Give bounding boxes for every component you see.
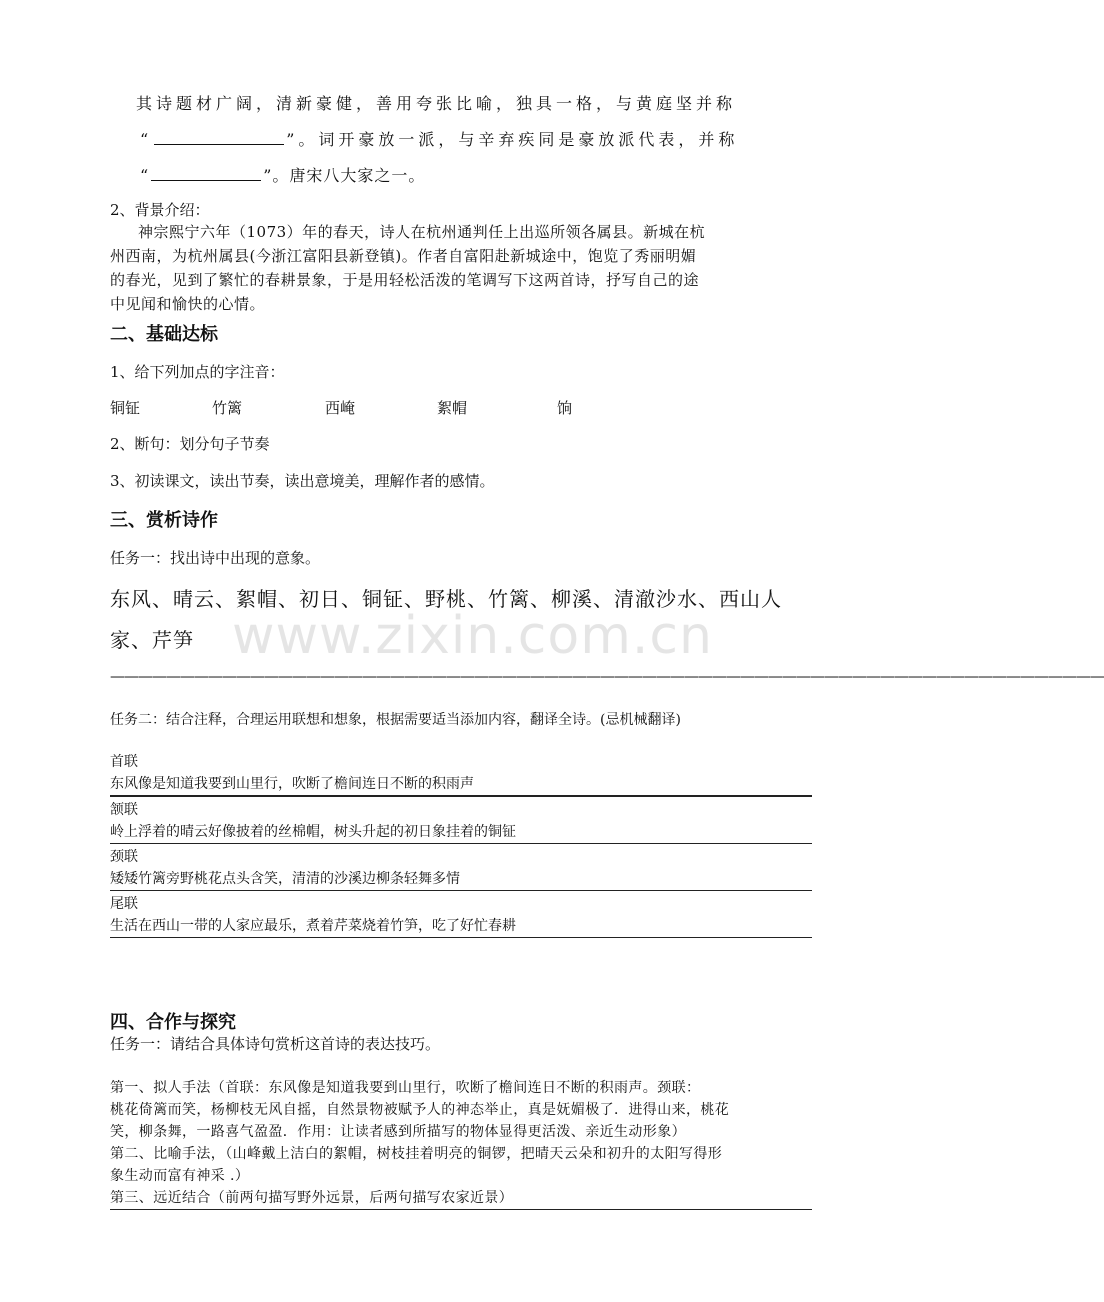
couplet-label: 尾联 [110, 896, 138, 912]
pinyin-word: 西崦 [325, 399, 356, 417]
couplet-text: 矮矮竹篱旁野桃花点头含笑，清清的沙溪边柳条轻舞多情 [110, 871, 460, 887]
question-2: 2、断句：划分句子节奏 [110, 435, 270, 453]
intro-line-3 [140, 163, 425, 186]
couplet-text: 东风像是知道我要到山里行，吹断了檐间连日不断的积雨声 [110, 776, 474, 792]
imagery-line-2: 家、芹笋 [110, 628, 194, 652]
question-1: 1、给下列加点的字注音： [110, 363, 285, 381]
table-rule [110, 1209, 812, 1210]
quote-open: “ [140, 130, 153, 149]
dashed-divider: ——————————————————————————————————————————————————————————————————————— [110, 667, 1104, 685]
background-heading: 2、背景介绍： [110, 201, 210, 219]
background-para-line: 神宗熙宁六年（1073）年的春天，诗人在杭州通判任上出巡所领各属县。新城在杭 [138, 223, 706, 241]
answer-line: 第二、比喻手法，（山峰戴上洁白的絮帽，树枝挂着明亮的铜锣，把晴天云朵和初升的太阳写得形 [110, 1146, 723, 1162]
table-rule [110, 890, 812, 891]
couplet-text: 生活在西山一带的人家应最乐，煮着芹菜烧着竹笋，吃了好忙春耕 [110, 918, 516, 934]
couplet-label: 颈联 [110, 849, 138, 865]
imagery-line-1: 东风、晴云、絮帽、初日、铜钲、野桃、竹篱、柳溪、清澈沙水、西山人 [110, 587, 782, 611]
background-para-line: 州西南，为杭州属县(今浙江富阳县新登镇)。作者自富阳赴新城途中，饱览了秀丽明媚 [110, 247, 697, 265]
table-rule [110, 795, 812, 797]
quote-open: “ [140, 166, 150, 185]
table-rule [110, 937, 812, 938]
background-para-line: 中见闻和愉快的心情。 [110, 295, 266, 313]
answer-line: 象生动而富有神采 .） [110, 1168, 250, 1184]
fill-blank-1[interactable] [154, 130, 284, 145]
pinyin-word: 饷 [557, 399, 573, 417]
intro-line-3-text: ”。唐宋八大家之一。 [263, 166, 426, 185]
answer-line: 第一、拟人手法（首联：东风像是知道我要到山里行，吹断了檐间连日不断的积雨声。颈联： [110, 1080, 701, 1096]
question-3: 3、初读课文，读出节奏，读出意境美，理解作者的感情。 [110, 472, 495, 490]
background-para-line: 的春光，见到了繁忙的春耕景象，于是用轻松活泼的笔调写下这两首诗，抒写自己的途 [110, 271, 700, 289]
couplet-text: 岭上浮着的晴云好像披着的丝棉帽，树头升起的初日象挂着的铜钲 [110, 824, 516, 840]
pinyin-word: 竹篱 [212, 399, 243, 417]
answer-line: 笑，柳条舞，一路喜气盈盈．作用：让读者感到所描写的物体显得更活泼、亲近生动形象） [110, 1124, 686, 1140]
section-3-title: 三、赏析诗作 [110, 510, 218, 531]
fill-blank-2[interactable] [151, 166, 261, 181]
task-2: 任务二：结合注释，合理运用联想和想象，根据需要适当添加内容，翻译全诗。(忌机械翻译) [110, 712, 681, 728]
answer-line: 桃花倚篱而笑，杨柳枝无风自摇，自然景物被赋予人的神态举止，真是妩媚极了．进得山来，桃花 [110, 1102, 730, 1118]
couplet-label: 首联 [110, 754, 138, 770]
section-4-task-1: 任务一：请结合具体诗句赏析这首诗的表达技巧。 [110, 1035, 441, 1053]
intro-line-1: 其诗题材广阔，清新豪健，善用夸张比喻，独具一格，与黄庭坚并称 [136, 94, 737, 113]
pinyin-word: 絮帽 [437, 399, 468, 417]
section-2-title: 二、基础达标 [110, 324, 218, 345]
couplet-label: 颔联 [110, 802, 138, 818]
intro-line-2 [140, 127, 738, 150]
section-4-title: 四、合作与探究 [110, 1012, 236, 1033]
pinyin-word: 铜钲 [110, 399, 141, 417]
table-rule [110, 843, 812, 844]
watermark: www.zixin.com.cn [232, 606, 713, 666]
task-1: 任务一：找出诗中出现的意象。 [110, 549, 321, 567]
intro-line-2-text: ”。词开豪放一派，与辛弃疾同是豪放派代表，并称 [286, 130, 739, 149]
answer-line: 第三、远近结合（前两句描写野外远景，后两句描写农家近景） [110, 1190, 514, 1206]
